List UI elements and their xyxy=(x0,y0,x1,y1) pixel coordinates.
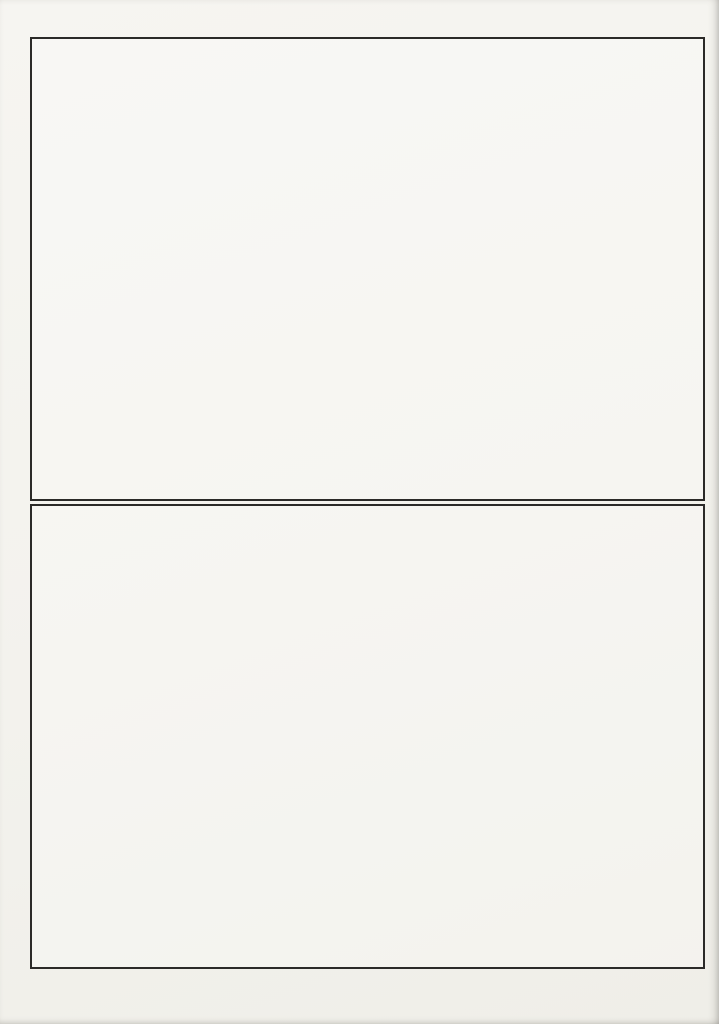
roster-table-bottom xyxy=(30,504,705,969)
roster-table-top xyxy=(30,37,705,501)
